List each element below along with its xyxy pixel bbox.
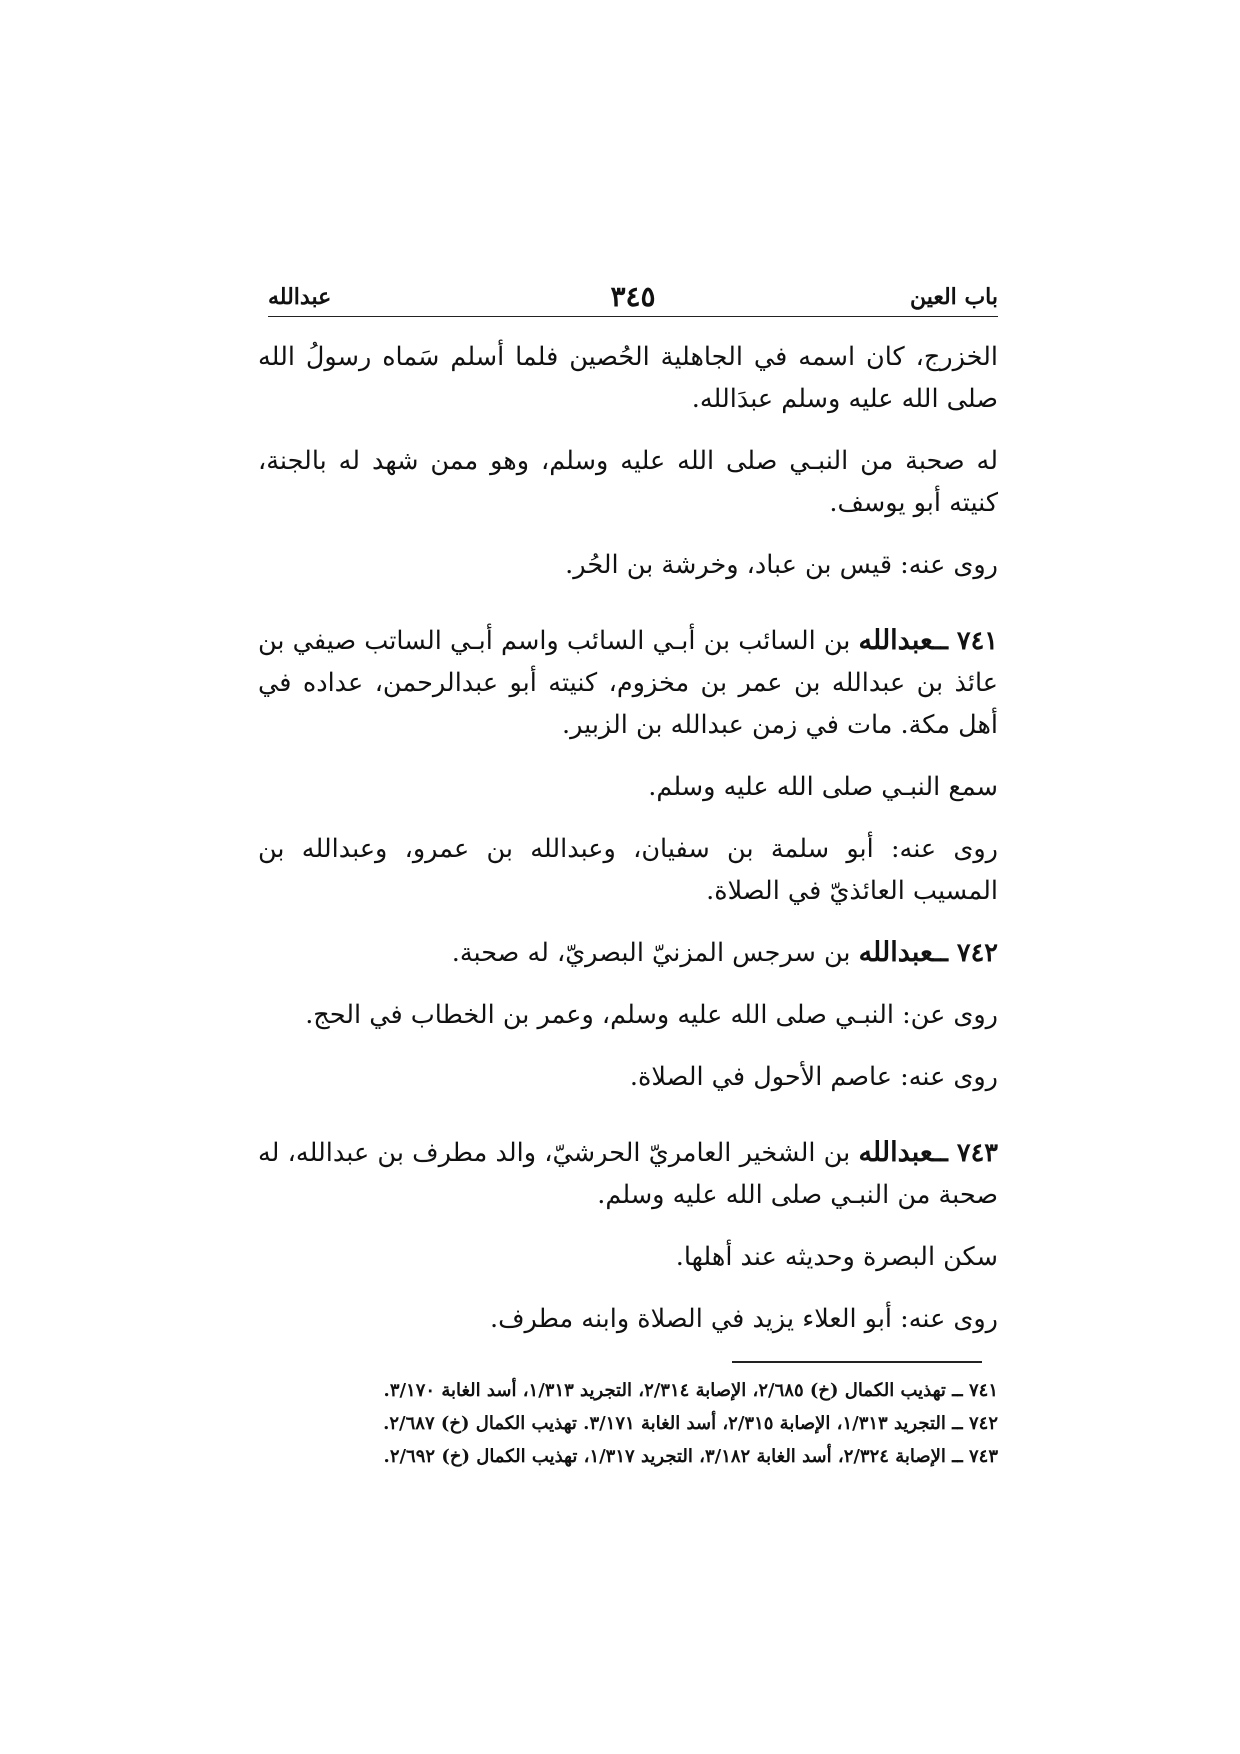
paragraph: روى عنه: عاصم الأحول في الصلاة. <box>629 1062 998 1092</box>
entry-number: ٧٤١ ــ <box>933 626 998 656</box>
running-header <box>268 282 998 317</box>
paragraph: سمع النبـي صلى الله عليه وسلم. <box>648 772 998 802</box>
footnotes <box>270 1374 998 1473</box>
page-number: ٣٤٥ <box>610 280 656 313</box>
entry-name: عبدالله <box>858 937 934 968</box>
main-text <box>258 336 998 1360</box>
chapter-title: باب العين <box>909 284 998 310</box>
entry-text: بن الشخير العامريّ الحرشيّ، والد مطرف بن عبدالله، له صحبة من النبـي صلى الله عليه وسلم. <box>258 1138 998 1210</box>
footnote: ٧٤١ ــ تهذيب الكمال (خ) ٢/٦٨٥، الإصابة ٢/٣١٤، التجريد ١/٣١٣، أسد الغابة ٣/١٧٠. <box>383 1380 998 1401</box>
paragraph: الخزرج، كان اسمه في الجاهلية الحُصين فلما أسلم سَماه رسولُ الله صلى الله عليه وسلم عبدَالله. <box>258 342 998 414</box>
entry-number: ٧٤٣ ــ <box>932 1138 998 1168</box>
entry-743 <box>258 1132 998 1216</box>
footnote-divider <box>732 1361 982 1363</box>
entry-number: ٧٤٢ ــ <box>933 938 998 968</box>
entry-name: عبدالله <box>858 625 934 656</box>
section-title: عبدالله <box>268 284 332 310</box>
paragraph: روى عنه: أبو سلمة بن سفيان، وعبدالله بن عمرو، وعبدالله بن المسيب العائذيّ في الصلاة. <box>258 834 998 906</box>
entry-text: بن السائب بن أبـي السائب واسم أبـي الساتب صيفي بن عائذ بن عبدالله بن عمر بن مخزوم، كنيته أبو عبدالرحمن، عداده في أهل مكة. مات في زمن عبدالله بن الزبير. <box>258 626 998 740</box>
entry-text: بن سرجس المزنيّ البصريّ، له صحبة. <box>451 938 859 968</box>
entry-742 <box>258 932 998 974</box>
paragraph: سكن البصرة وحديثه عند أهلها. <box>675 1242 998 1272</box>
paragraph: روى عنه: أبو العلاء يزيد في الصلاة وابنه مطرف. <box>489 1304 998 1334</box>
paragraph: روى عنه: قيس بن عباد، وخرشة بن الحُر. <box>565 550 998 580</box>
footnote: ٧٤٣ ــ الإصابة ٢/٣٢٤، أسد الغابة ٣/١٨٢، التجريد ١/٣١٧، تهذيب الكمال (خ) ٢/٦٩٢. <box>383 1446 998 1467</box>
footnote: ٧٤٢ ــ التجريد ١/٣١٣، الإصابة ٢/٣١٥، أسد الغابة ٣/١٧١. تهذيب الكمال (خ) ٢/٦٨٧. <box>383 1413 998 1434</box>
paragraph: روى عن: النبـي صلى الله عليه وسلم، وعمر بن الخطاب في الحج. <box>305 1000 998 1030</box>
paragraph: له صحبة من النبـي صلى الله عليه وسلم، وهو ممن شهد له بالجنة، كنيته أبو يوسف. <box>258 446 998 518</box>
entry-741 <box>258 620 998 746</box>
entry-name: عبدالله <box>858 1137 933 1168</box>
